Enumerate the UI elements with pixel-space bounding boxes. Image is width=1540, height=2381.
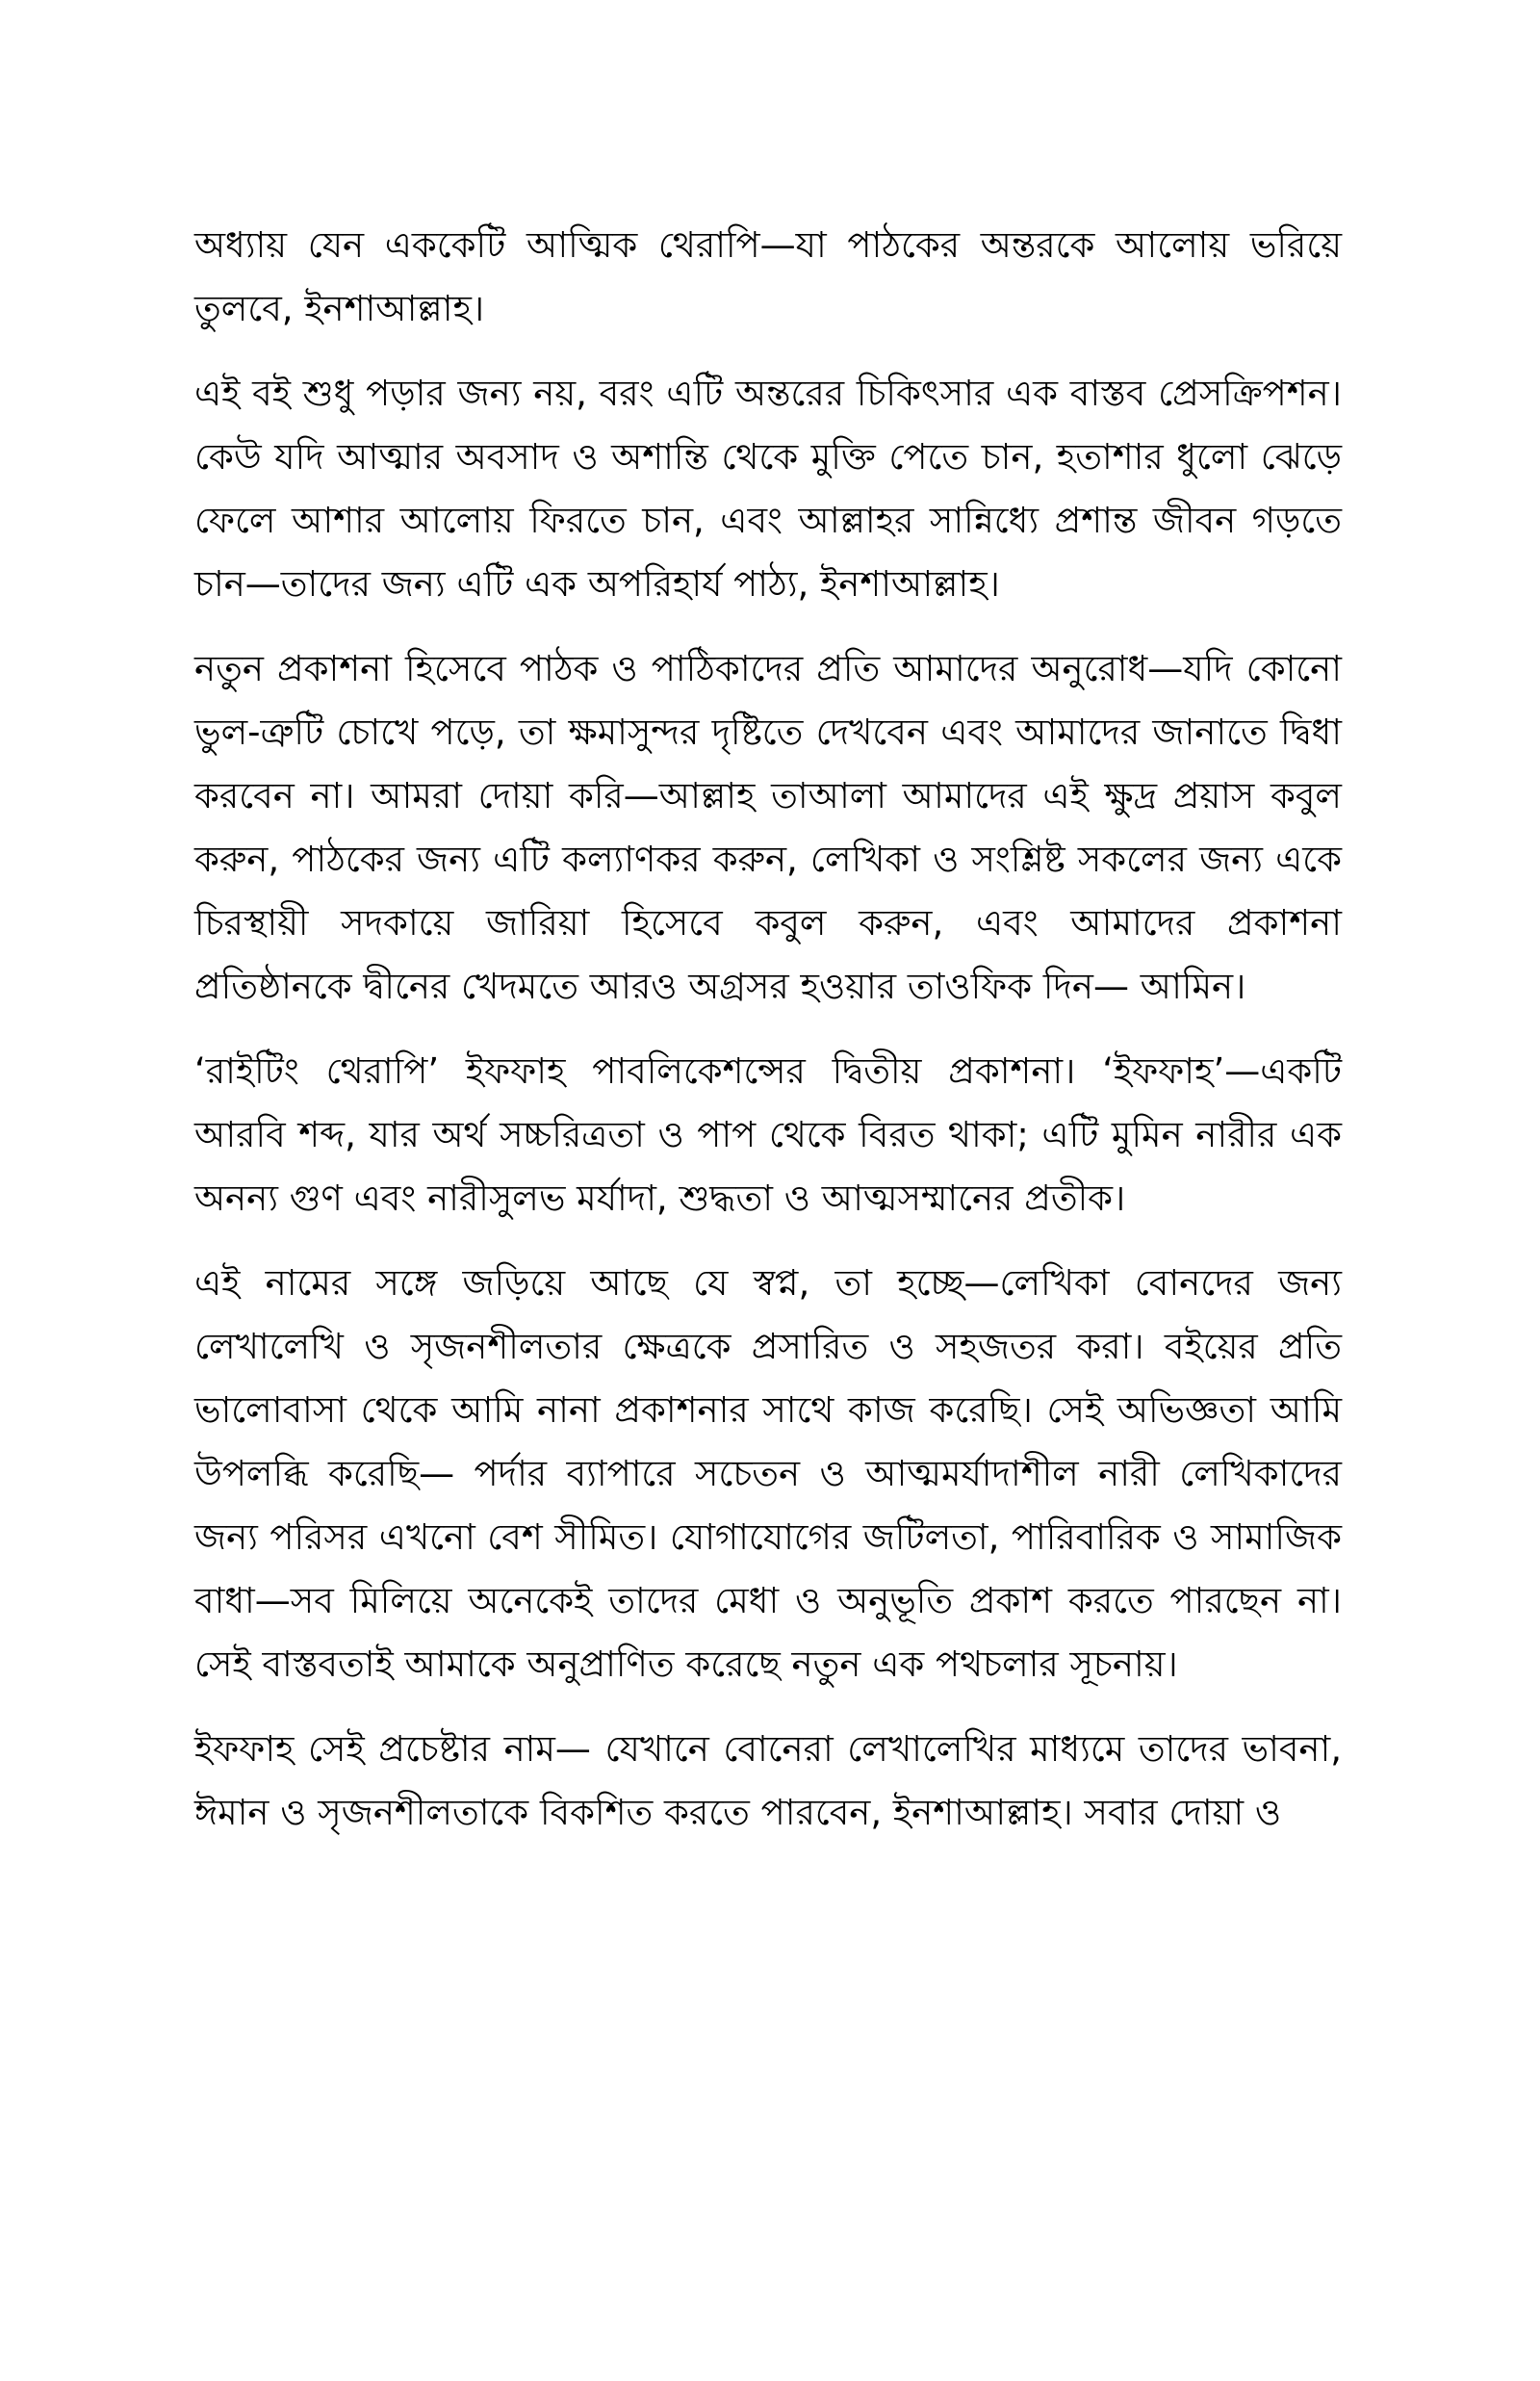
paragraph-3: নতুন প্রকাশনা হিসেবে পাঠক ও পাঠিকাদের প্রতি আমাদের অনুরোধ—যদি কোনো ভুল-ত্রুটি চোখে পড়ে, তা ক্ষমাসুন্দর দৃষ্টিতে দেখবেন এবং আমাদের জানাতে দ্বিধা করবেন না। আমরা দোয়া করি—আল্লাহ তাআলা আমাদের এই ক্ষুদ্র প্রয়াস কবুল করুন, পাঠকের জন্য এটি কল্যাণকর করুন, লেখিকা ও সংশ্লিষ্ট সকলের জন্য একে চিরস্থায়ী সদকায়ে জারিয়া হিসেবে কবুল করুন, এবং আমাদের প্রকাশনা প্রতিষ্ঠানকে দ্বীনের খেদমতে আরও অগ্রসর হওয়ার তাওফিক দিন— আমিন। xyxy=(194,648,1342,1007)
paragraph-5: এই নামের সঙ্গে জড়িয়ে আছে যে স্বপ্ন, তা হচ্ছে—লেখিকা বোনদের জন্য লেখালেখি ও সৃজনশীলতার ক্ষেত্রকে প্রসারিত ও সহজতর করা। বইয়ের প্রতি ভালোবাসা থেকে আমি নানা প্রকাশনার সাথে কাজ করেছি। সেই অভিজ্ঞতা আমি উপলব্ধি করেছি— পর্দার ব্যাপারে সচেতন ও আত্মমর্যাদাশীল নারী লেখিকাদের জন্য পরিসর এখনো বেশ সীমিত। যোগাযোগের জটিলতা, পারিবারিক ও সামাজিক বাধা—সব মিলিয়ে অনেকেই তাদের মেধা ও অনুভূতি প্রকাশ করতে পারছেন না। সেই বাস্তবতাই আমাকে অনুপ্রাণিত করেছে নতুন এক পথচলার সূচনায়। xyxy=(194,1262,1342,1685)
paragraph-1: অধ্যায় যেন এককেটি আত্মিক থেরাপি—যা পাঠকের অন্তরকে আলোয় ভরিয়ে তুলবে, ইনশাআল্লাহ। xyxy=(194,224,1342,329)
paragraph-2: এই বই শুধু পড়ার জন্য নয়, বরং এটি অন্তরের চিকিৎসার এক বাস্তব প্রেসক্রিপশন। কেউ যদি আত্মার অবসাদ ও অশান্তি থেকে মুক্তি পেতে চান, হতাশার ধুলো ঝেড়ে ফেলে আশার আলোয় ফিরতে চান, এবং আল্লাহর সান্নিধ্যে প্রশান্ত জীবন গড়তে চান—তাদের জন্য এটি এক অপরিহার্য পাঠ্য, ইনশাআল্লাহ। xyxy=(194,373,1342,605)
body-text xyxy=(194,214,1342,1866)
paragraph-4: ‘রাইটিং থেরাপি’ ইফফাহ পাবলিকেশন্সের দ্বিতীয় প্রকাশনা। ‘ইফফাহ’—একটি আরবি শব্দ, যার অর্থ সচ্চরিত্রতা ও পাপ থেকে বিরত থাকা; এটি মুমিন নারীর এক অনন্য গুণ এবং নারীসুলভ মর্যাদা, শুদ্ধতা ও আত্মসম্মানের প্রতীক। xyxy=(194,1050,1342,1219)
paragraph-6: ইফফাহ সেই প্রচেষ্টার নাম— যেখানে বোনেরা লেখালেখির মাধ্যমে তাদের ভাবনা, ঈমান ও সৃজনশীলতাকে বিকশিত করতে পারবেন, ইনশাআল্লাহ। সবার দোয়া ও xyxy=(194,1728,1342,1833)
